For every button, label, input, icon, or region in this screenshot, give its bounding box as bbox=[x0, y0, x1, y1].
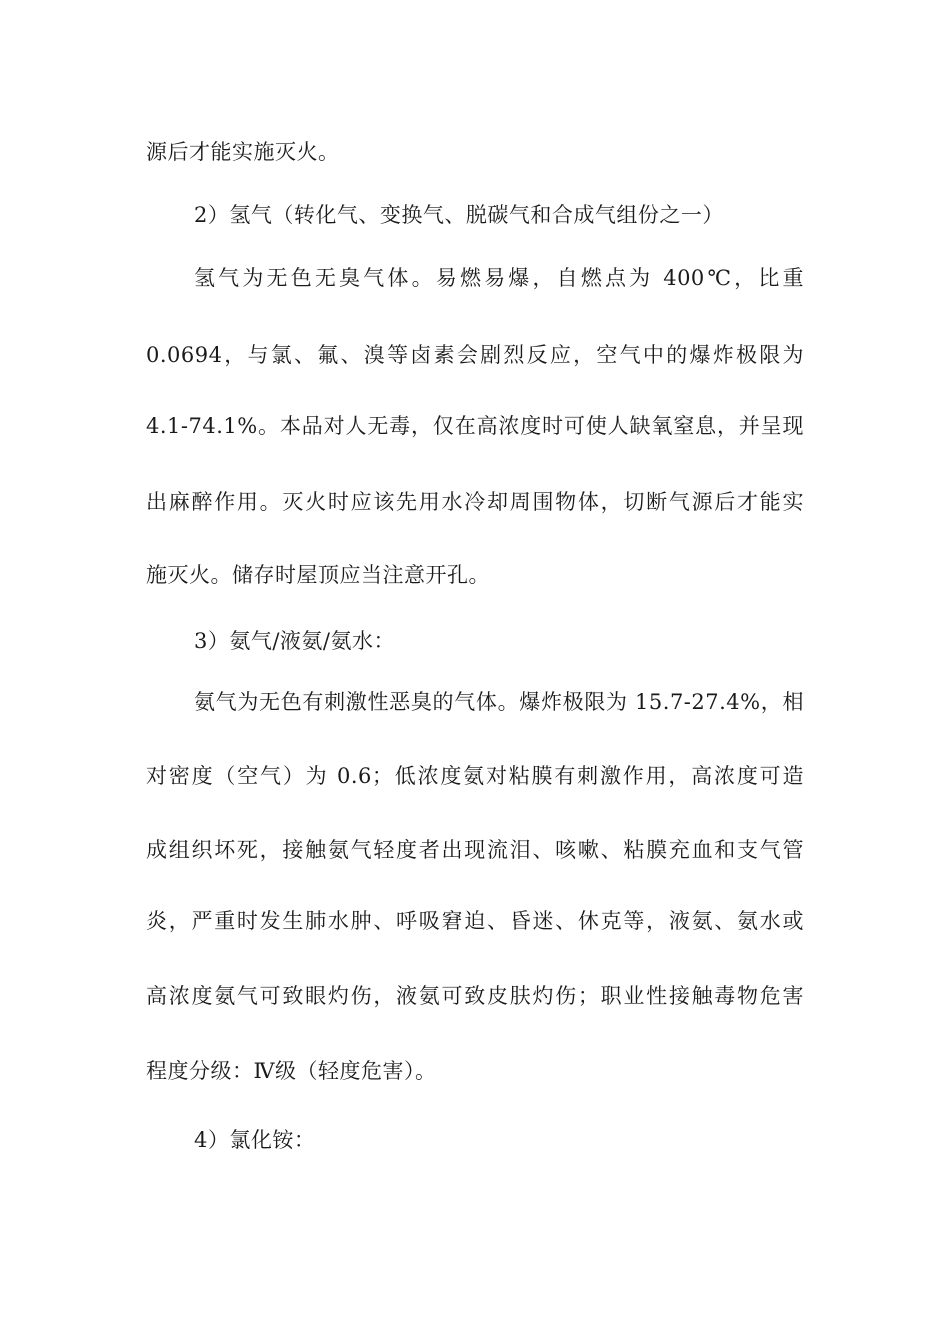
section-heading-hydrogen: 2）氢气（转化气、变换气、脱碳气和合成气组份之一） bbox=[194, 203, 724, 227]
text-line: 0.0694，与氯、氟、溴等卤素会剧烈反应，空气中的爆炸极限为 bbox=[146, 343, 804, 367]
text-line: 4.1-74.1%。本品对人无毒，仅在高浓度时可使人缺氧窒息，并呈现 bbox=[146, 414, 804, 438]
section-heading-ammonium-chloride: 4）氯化铵： bbox=[194, 1128, 316, 1152]
text-line: 源后才能实施灭火。 bbox=[146, 140, 340, 164]
text-line: 氨气为无色有刺激性恶臭的气体。爆炸极限为 15.7-27.4%，相 bbox=[194, 690, 804, 714]
text-line: 程度分级：Ⅳ级（轻度危害）。 bbox=[146, 1059, 437, 1083]
section-heading-ammonia: 3）氨气/液氨/氨水： bbox=[194, 629, 396, 653]
text-line: 对密度（空气）为 0.6；低浓度氨对粘膜有刺激作用，高浓度可造 bbox=[146, 764, 804, 788]
text-line: 成组织坏死，接触氨气轻度者出现流泪、咳嗽、粘膜充血和支气管 bbox=[146, 838, 804, 862]
text-line: 施灭火。储存时屋顶应当注意开孔。 bbox=[146, 563, 490, 587]
text-line: 炎，严重时发生肺水肿、呼吸窘迫、昏迷、休克等，液氨、氨水或 bbox=[146, 909, 804, 933]
text-line: 氢气为无色无臭气体。易燃易爆，自燃点为 400℃，比重 bbox=[194, 266, 804, 290]
text-line: 高浓度氨气可致眼灼伤，液氨可致皮肤灼伤；职业性接触毒物危害 bbox=[146, 984, 804, 1008]
text-line: 出麻醉作用。灭火时应该先用水冷却周围物体，切断气源后才能实 bbox=[146, 490, 804, 514]
